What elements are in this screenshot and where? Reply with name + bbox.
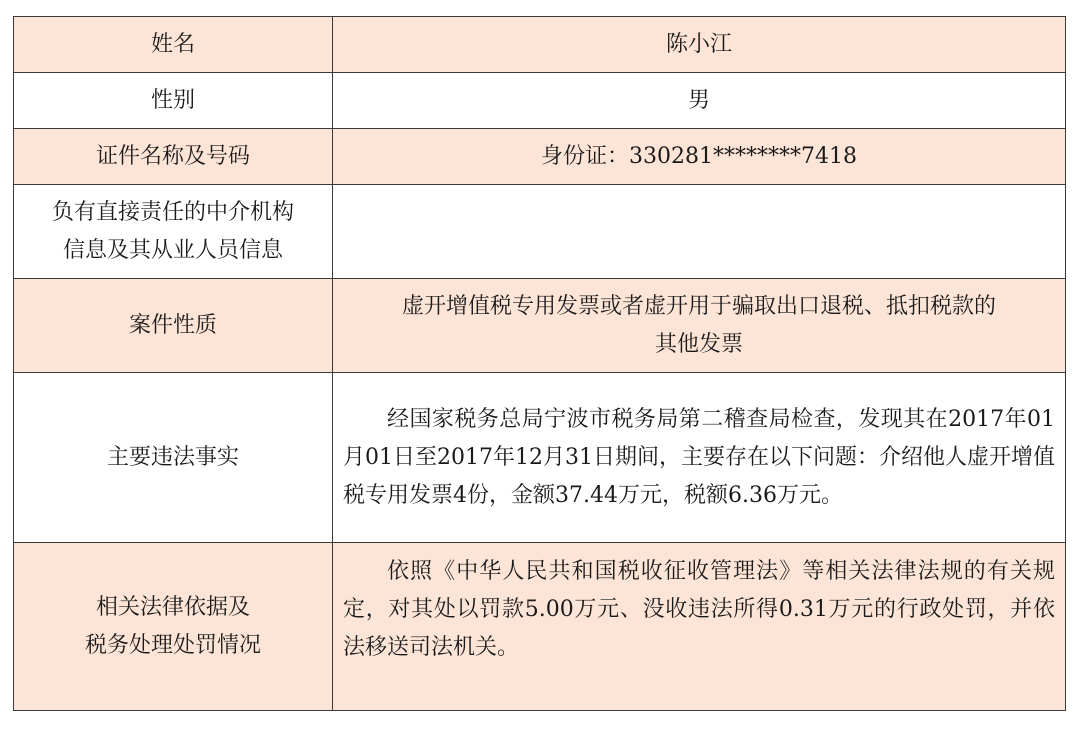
table-row-penalty — [14, 543, 1066, 711]
case-info-table — [13, 16, 1066, 711]
case-nature-value — [333, 279, 1066, 373]
name-label: 姓名 — [14, 17, 333, 73]
id-label: 证件名称及号码 — [14, 129, 333, 185]
gender-value: 男 — [333, 73, 1066, 129]
name-value: 陈小江 — [333, 17, 1066, 73]
id-value: 身份证：330281********7418 — [333, 129, 1066, 185]
penalty-paragraph: 依照《中华人民共和国税收征收管理法》等相关法律法规的有关规定，对其处以罚款5.00万元、没收违法所得0.31万元的行政处罚，并依法移送司法机关。 — [343, 559, 1055, 660]
table-row-case-nature — [14, 279, 1066, 373]
agency-label-line-1: 负有直接责任的中介机构 — [51, 199, 294, 225]
penalty-label — [14, 543, 333, 711]
facts-label: 主要违法事实 — [14, 373, 333, 543]
case-nature-label: 案件性质 — [14, 279, 333, 373]
case-nature-line-1: 虚开增值税专用发票或者虚开用于骗取出口退税、抵扣税款的 — [401, 293, 996, 319]
facts-value — [333, 373, 1066, 543]
agency-label — [14, 185, 333, 279]
table-row-agency — [14, 185, 1066, 279]
penalty-label-line-2: 税务处理处罚情况 — [84, 632, 261, 658]
case-nature-line-2: 其他发票 — [654, 331, 743, 357]
penalty-value — [333, 543, 1066, 711]
table-row-name — [14, 17, 1066, 73]
table-row-gender — [14, 73, 1066, 129]
agency-label-line-2: 信息及其从业人员信息 — [62, 237, 283, 263]
penalty-label-line-1: 相关法律依据及 — [95, 594, 250, 620]
facts-paragraph: 经国家税务总局宁波市税务局第二稽查局检查，发现其在2017年01月01日至2017年12月31日期间，主要存在以下问题：介绍他人虚开增值税专用发票4份，金额37.44万元，税额6.36万元。 — [343, 406, 1055, 508]
table-row-facts — [14, 373, 1066, 543]
gender-label: 性别 — [14, 73, 333, 129]
agency-value — [333, 185, 1066, 279]
table-row-id — [14, 129, 1066, 185]
